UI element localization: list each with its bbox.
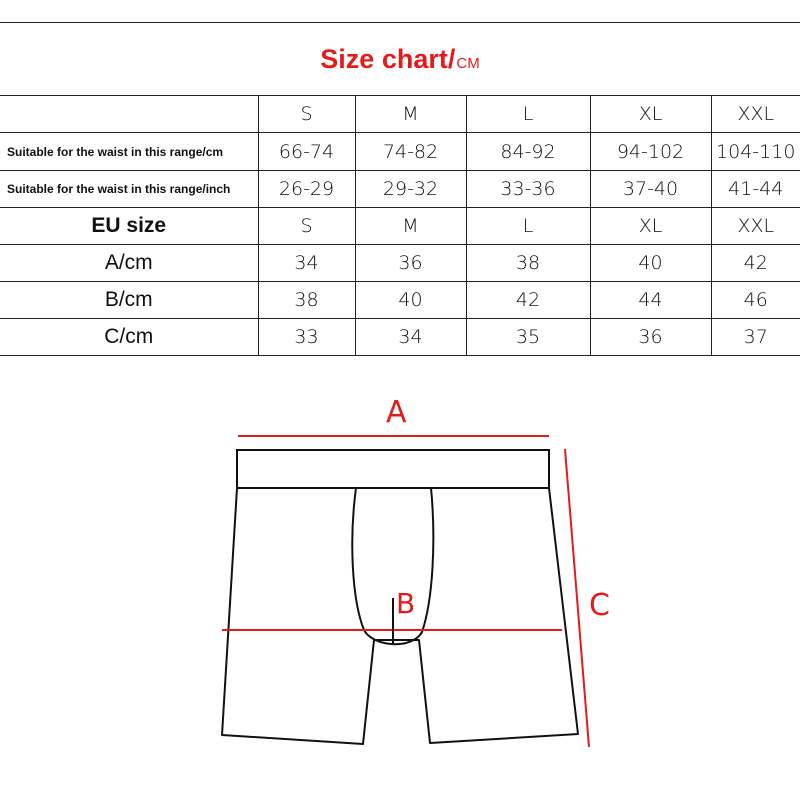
header-empty-cell <box>0 96 258 133</box>
row-label: A/cm <box>0 245 258 282</box>
header-size-cell: M <box>355 96 466 133</box>
table-row <box>0 171 800 208</box>
table-cell: 46 <box>711 282 800 319</box>
waistband-outline <box>237 450 549 488</box>
table-cell: 26-29 <box>258 171 355 208</box>
table-cell: 36 <box>355 245 466 282</box>
row-label: Suitable for the waist in this range/inch <box>0 171 258 208</box>
label-c: C <box>589 588 610 623</box>
table-row <box>0 245 800 282</box>
title-unit: CM <box>456 54 480 72</box>
table-cell: 37 <box>711 319 800 356</box>
table-cell: S <box>258 208 355 245</box>
table-cell: 35 <box>466 319 590 356</box>
table-cell: 38 <box>466 245 590 282</box>
table-cell: XXL <box>711 208 800 245</box>
table-cell: 33-36 <box>466 171 590 208</box>
measure-line-c <box>565 449 589 747</box>
header-size-cell: L <box>466 96 590 133</box>
header-size-cell: XL <box>590 96 711 133</box>
table-cell: 42 <box>466 282 590 319</box>
table-cell: XL <box>590 208 711 245</box>
header-row <box>0 96 800 133</box>
row-label: Suitable for the waist in this range/cm <box>0 133 258 171</box>
table-cell: 38 <box>258 282 355 319</box>
table-cell: 41-44 <box>711 171 800 208</box>
table-cell: 40 <box>590 245 711 282</box>
page-title <box>0 22 800 95</box>
size-table <box>0 95 800 356</box>
row-label: B/cm <box>0 282 258 319</box>
table-cell: 29-32 <box>355 171 466 208</box>
table-cell: 34 <box>355 319 466 356</box>
table-cell: 33 <box>258 319 355 356</box>
table-cell: 94-102 <box>590 133 711 171</box>
label-b: B <box>396 587 416 620</box>
label-a: A <box>386 395 407 430</box>
table-row <box>0 282 800 319</box>
table-row <box>0 208 800 245</box>
table-cell: 104-110 <box>711 133 800 171</box>
table-cell: 36 <box>590 319 711 356</box>
table-cell: 34 <box>258 245 355 282</box>
table-row <box>0 133 800 171</box>
header-size-cell: S <box>258 96 355 133</box>
row-label: EU size <box>0 208 258 245</box>
title-text: Size chart/ <box>320 43 456 74</box>
table-cell: 44 <box>590 282 711 319</box>
table-cell: L <box>466 208 590 245</box>
row-label: C/cm <box>0 319 258 356</box>
table-cell: 40 <box>355 282 466 319</box>
table-cell: 42 <box>711 245 800 282</box>
table-cell: M <box>355 208 466 245</box>
table-row <box>0 319 800 356</box>
table-cell: 66-74 <box>258 133 355 171</box>
table-cell: 37-40 <box>590 171 711 208</box>
table-cell: 84-92 <box>466 133 590 171</box>
table-cell: 74-82 <box>355 133 466 171</box>
header-size-cell: XXL <box>711 96 800 133</box>
